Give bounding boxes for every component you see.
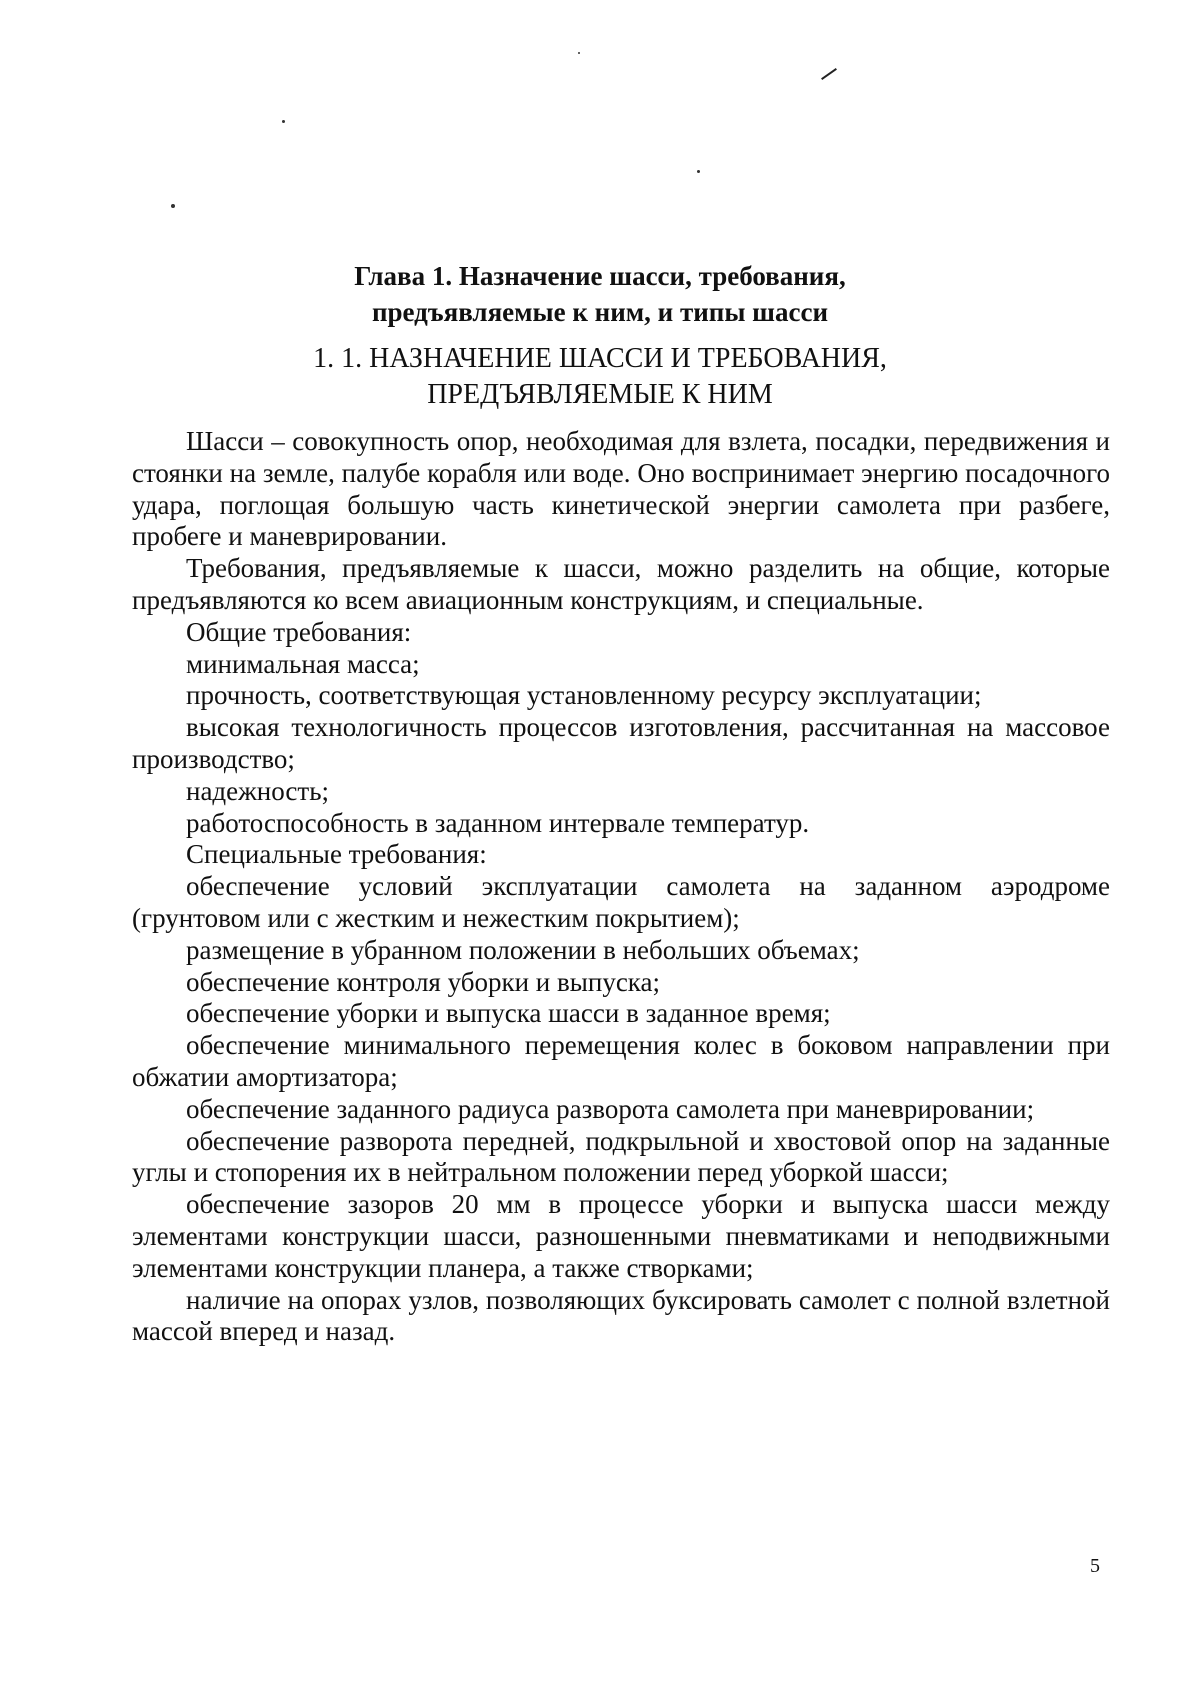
chapter-title: [0, 258, 1200, 330]
list-item: обеспечение заданного радиуса разворота самолета при маневрировании;: [186, 1093, 1035, 1124]
list-item: размещение в убранном положении в небольших объемах;: [186, 934, 860, 965]
list-item: обеспечение уборки и выпуска шасси в заданное время;: [186, 998, 831, 1029]
list-item: обеспечение минимального перемещения колес в боковом направлении при обжатии амортизатора;: [132, 1030, 1110, 1092]
scan-speck: [171, 204, 175, 208]
heading-general-requirements: Общие требования:: [186, 616, 412, 647]
list-item: обеспечение разворота передней, подкрыльной и хвостовой опор на заданные углы и стопорения их в нейтральном положении перед уборкой шасси;: [132, 1125, 1110, 1188]
paragraph-requirements-intro: Требования, предъявляемые к шасси, можно разделить на общие, которые предъявляются ко всем авиационным конструкциям, и специальные.: [132, 553, 1110, 615]
page-number: 5: [1090, 1555, 1100, 1577]
chapter-title-line-2: предъявляемые к ним, и типы шасси: [371, 297, 829, 327]
list-item: минимальная масса;: [186, 648, 420, 679]
section-title-line-2: ПРЕДЪЯВЛЯЕМЫЕ К НИМ: [427, 379, 773, 410]
list-item: работоспособность в заданном интервале температур.: [186, 807, 810, 838]
scan-speck: [697, 170, 700, 173]
paragraph-definition: Шасси – совокупность опор, необходимая для взлета, посадки, передвижения и стоянки на земле, палубе корабля или воде. Оно воспринимает энергию посадочного удара, поглощая большую часть кинетической энергии самолета при разбеге, пробеге и маневрировании.: [132, 426, 1110, 552]
heading-special-requirements: Специальные требования:: [186, 839, 487, 870]
chapter-title-line-1: Глава 1. Назначение шасси, требования,: [354, 261, 846, 291]
list-item: наличие на опорах узлов, позволяющих буксировать самолет с полной взлетной массой вперед и назад.: [132, 1284, 1110, 1347]
body-text: [132, 426, 1110, 1348]
scan-speck: [282, 120, 285, 123]
list-item: обеспечение условий эксплуатации самолета на заданном аэродроме (грунтовом или с жестким и нежестким покрытием);: [132, 871, 1110, 933]
list-item: высокая технологичность процессов изготовления, рассчитанная на массовое производство;: [132, 712, 1110, 774]
scan-speck: [578, 52, 580, 54]
list-item: обеспечение зазоров 20 мм в процессе уборки и выпуска шасси между элементами конструкции шасси, разношенными пневматиками и неподвижными элементами конструкции планера, а также створками;: [132, 1189, 1110, 1283]
scan-mark: [821, 68, 837, 80]
section-title: [0, 341, 1200, 413]
section-title-line-1: 1. 1. НАЗНАЧЕНИЕ ШАССИ И ТРЕБОВАНИЯ,: [313, 343, 887, 374]
list-item: обеспечение контроля уборки и выпуска;: [186, 966, 661, 997]
list-item: надежность;: [186, 775, 330, 806]
list-item: прочность, соответствующая установленному ресурсу эксплуатации;: [186, 680, 982, 711]
